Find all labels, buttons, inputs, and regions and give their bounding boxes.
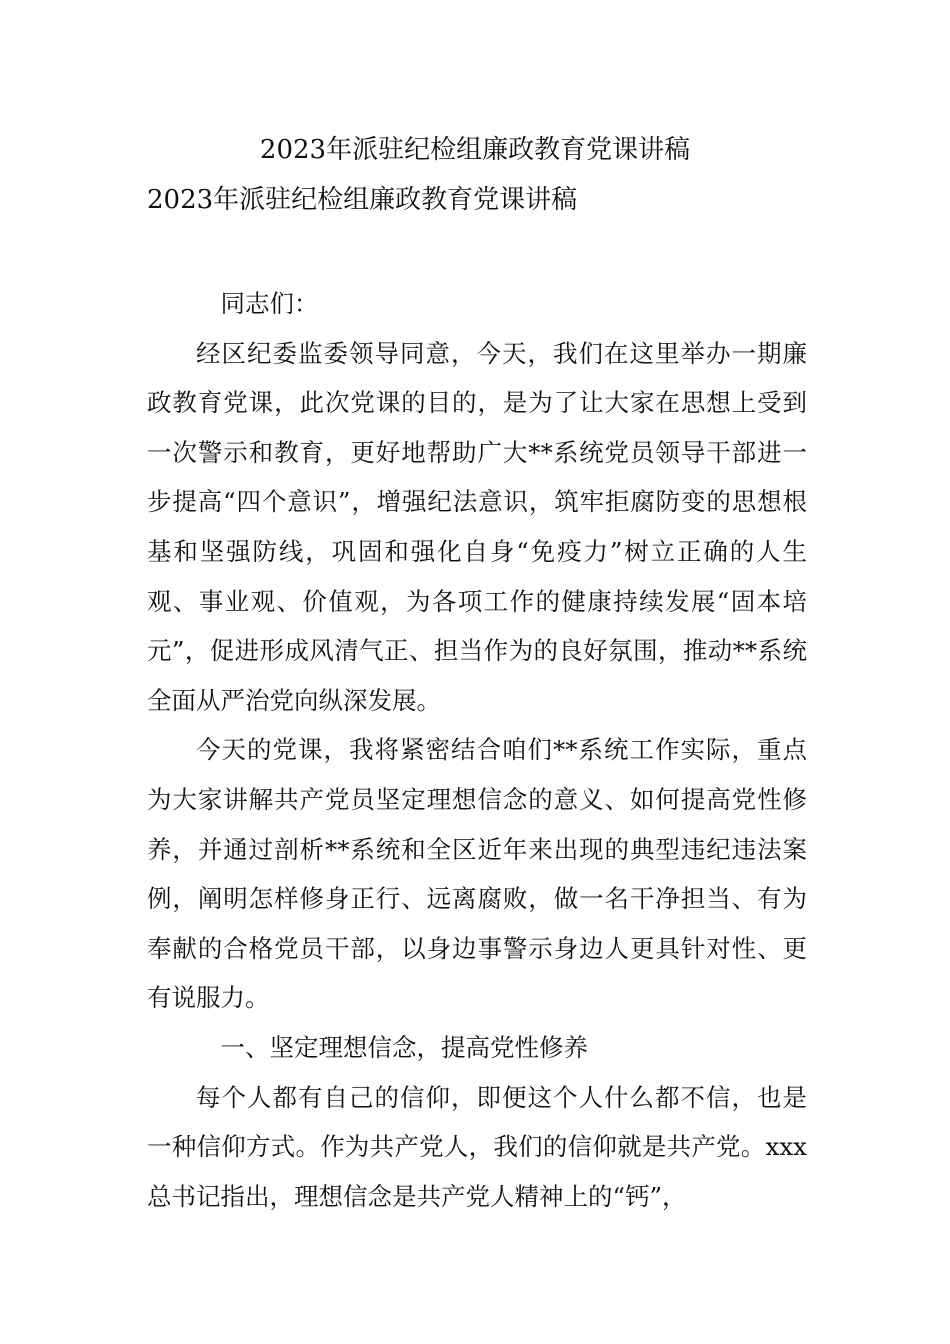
document-title-centered: 2023年派驻纪检组廉政教育党课讲稿 <box>259 135 691 165</box>
document-title-left: 2023年派驻纪检组廉政教育党课讲稿 <box>147 185 578 215</box>
paragraph-section-1: 每个人都有自己的信仰，即便这个人什么都不信，也是一种信仰方式。作为共产党人，我们的信仰就是共产党。xxx总书记指出，理想信念是共产党人精神上的“钙”， <box>147 1082 807 1211</box>
section-heading: 一、坚定理想信念，提高党性修养 <box>220 1032 588 1062</box>
salutation: 同志们： <box>220 289 319 318</box>
document-body <box>147 279 807 1221</box>
paragraph-overview: 今天的党课，我将紧密结合咱们**系统工作实际，重点为大家讲解共产党员坚定理想信念的意义、如何提高党性修养，并通过剖析**系统和全区近年来出现的典型违纪违法案例，阐明怎样修身正行、远离腐败，做一名干净担当、有为奉献的合格党员干部，以身边事警示身边人更具针对性、更有说服力。 <box>147 735 807 1013</box>
paragraph-intro: 经区纪委监委领导同意，今天，我们在这里举办一期廉政教育党课，此次党课的目的，是为了让大家在思想上受到一次警示和教育，更好地帮助广大**系统党员领导干部进一步提高“四个意识”，增强纪法意识，筑牢拒腐防变的思想根基和坚强防线，巩固和强化自身“免疫力”树立正确的人生观、事业观、价值观，为各项工作的健康持续发展“固本培元”，促进形成风清气正、担当作为的良好氛围，推动**系统全面从严治党向纵深发展。 <box>147 338 807 715</box>
